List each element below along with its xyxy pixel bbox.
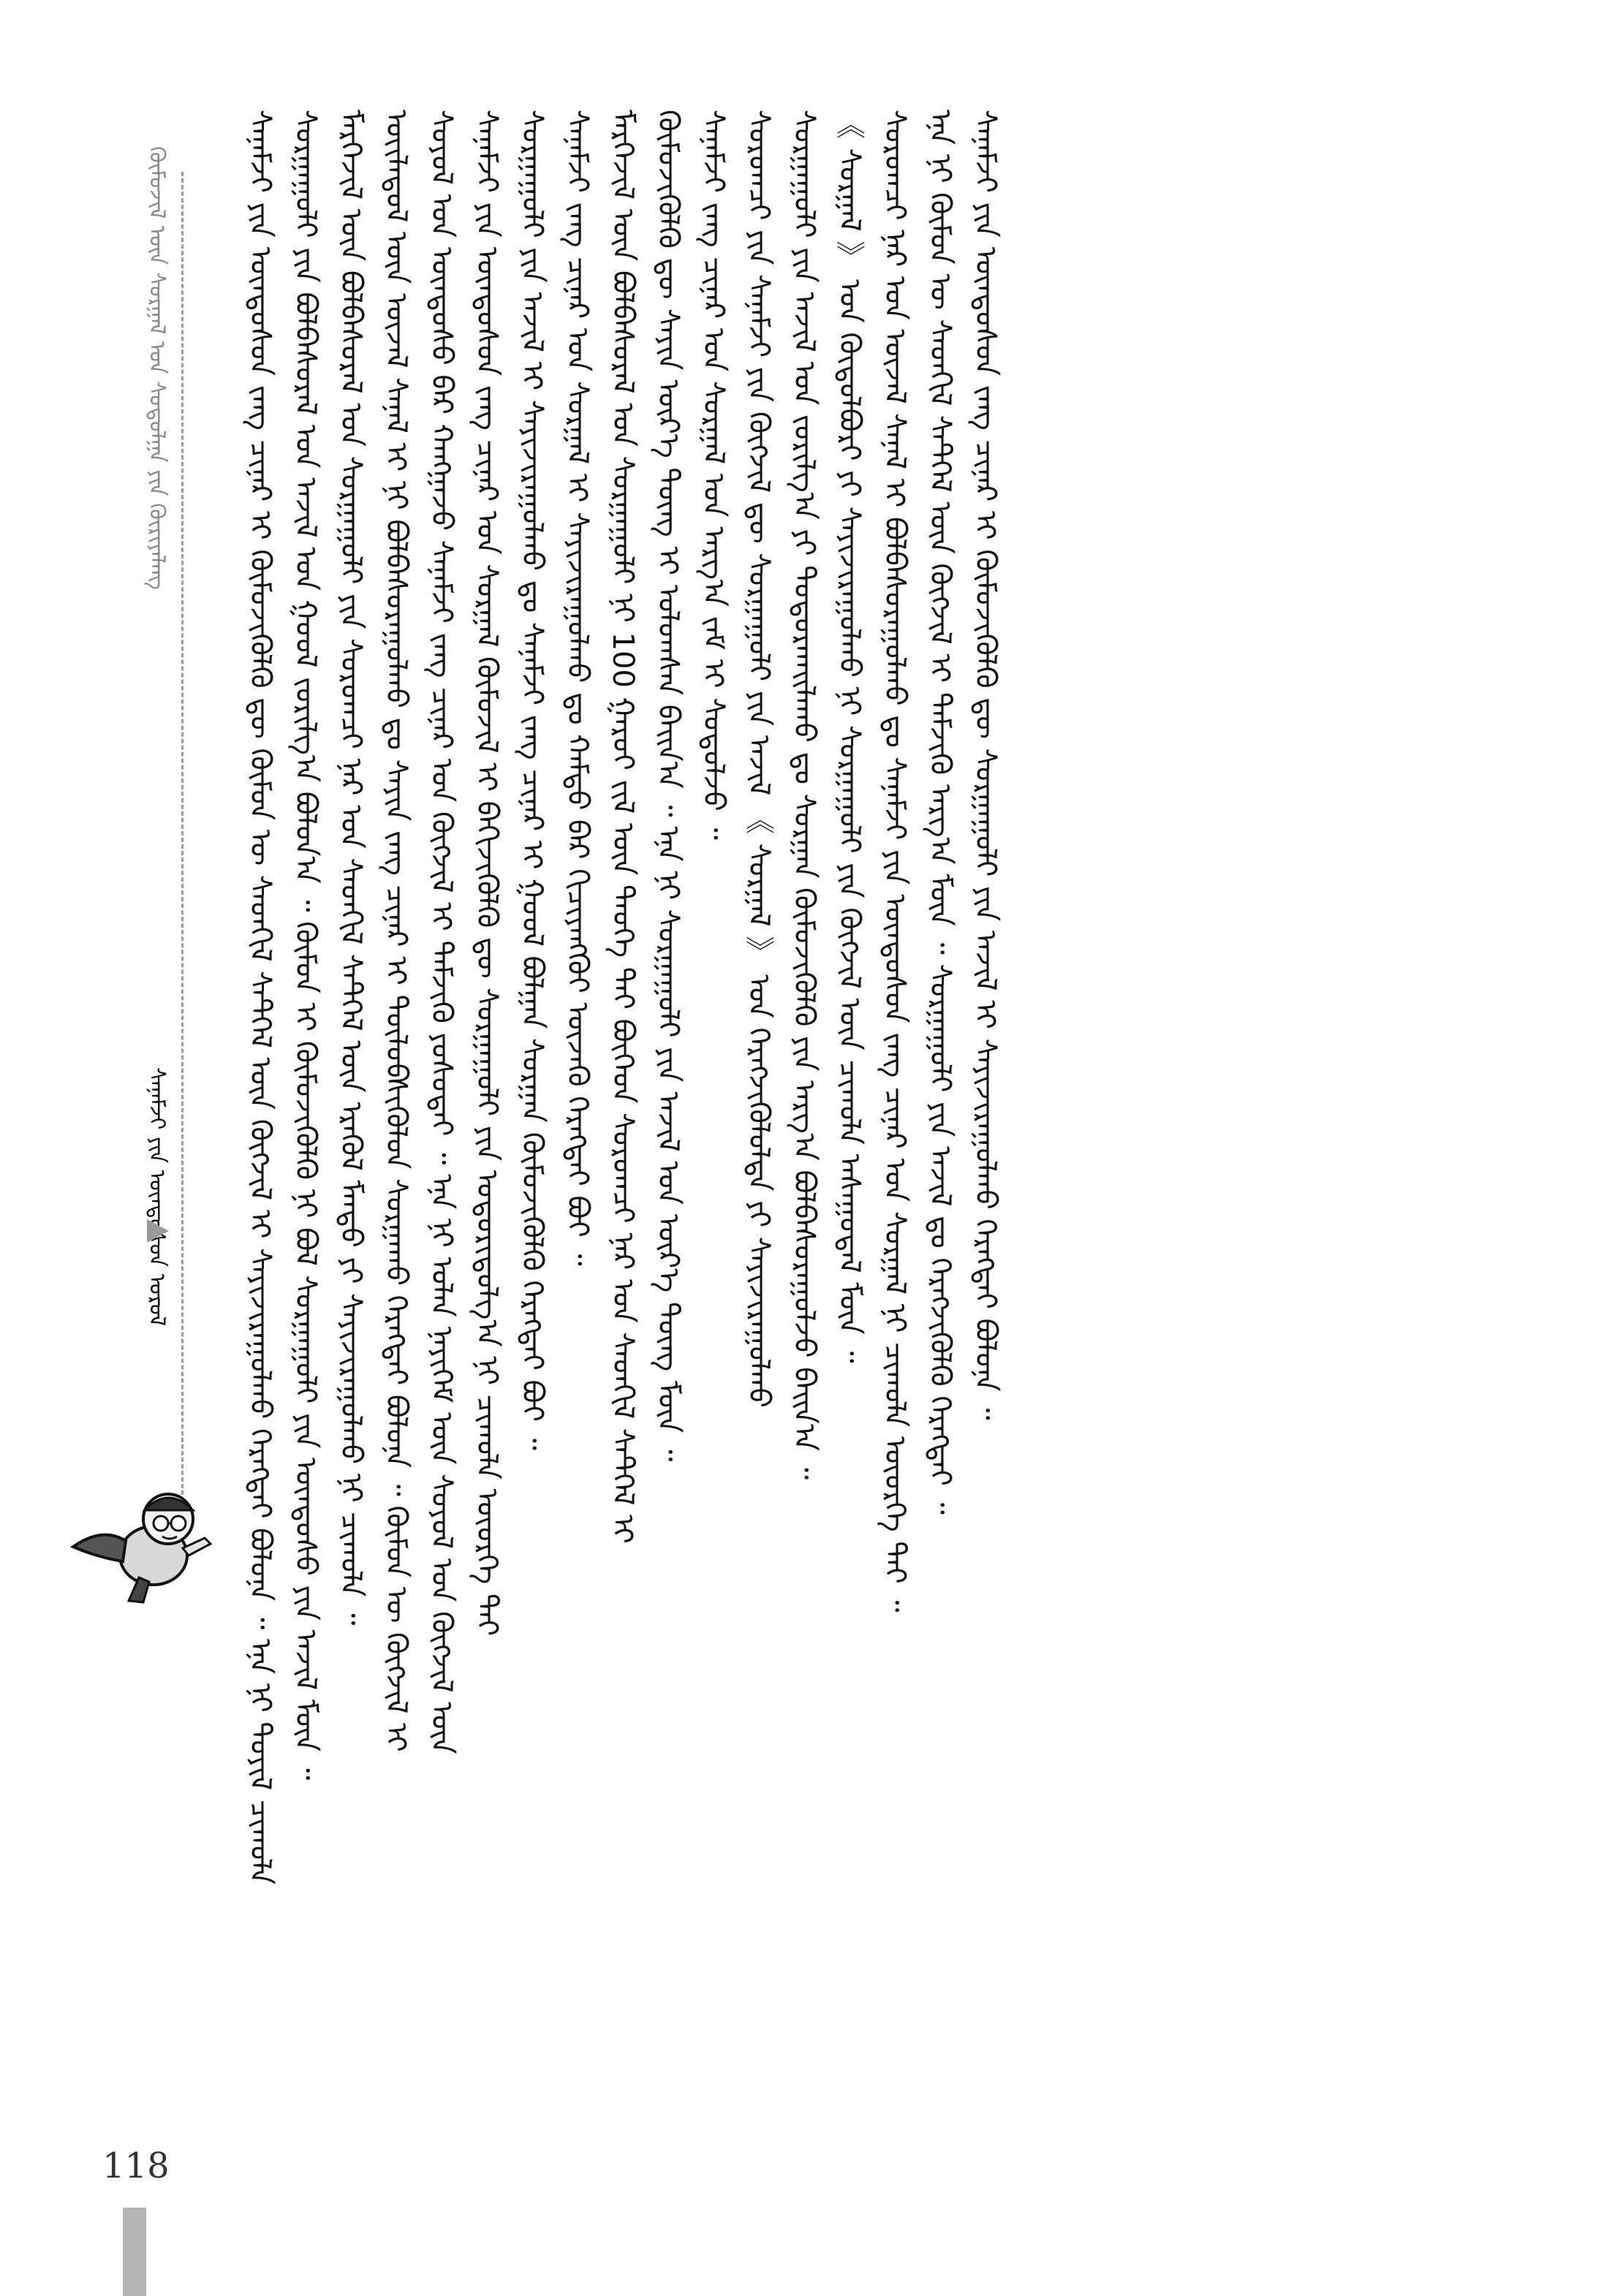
header-arrow-icon [147, 1219, 169, 1243]
header-divider [181, 172, 184, 1495]
text-column: ᠰᠠᠨᠠᠮᠵᠢ ᠶᠢᠨ ᠦᠨᠳᠦᠰᠦᠨ ᠵᠠᠩ ᠴᠢᠨᠠᠷ ᠤᠨ ᠰᠤᠷᠭᠠᠯ ᠬᠦᠮᠦᠵᠢᠯ ᠢ ᠪᠡᠬᠢᠵᠢᠭᠦᠯᠬᠦ ᠳᠦ ᠰᠤᠷᠭᠠᠭᠤᠯᠢ ᠶᠢᠨ ᠤᠳᠤᠷᠢᠳᠤᠯᠭ᠎ᠠ ᠨᠢ ᠴᠢᠬᠤᠯᠠ ᠦᠦᠷᠭᠡ ᠲᠠᠢ [470, 110, 504, 1637]
text-column: 《 ᠰᠤᠷᠭᠠᠯ 》 ᠤᠨ ᠬᠥᠲᠥᠯᠪᠦᠷᠢ ᠶᠢ ᠰᠠᠶᠢᠵᠢᠷᠠᠭᠤᠯᠬᠤ ᠨᠢ ᠰᠤᠷᠭᠠᠭᠤᠯᠢ ᠶᠢᠨ ᠬᠥᠭᠵᠢᠯ ᠦᠨ ᠴᠢᠬᠤᠯᠠ ᠠᠰᠠᠭᠤᠳᠠᠯ ᠮᠥᠨ ᠃ [833, 110, 866, 1363]
text-column: ᠰᠣᠷᠭᠠᠭᠤᠯᠢ ᠶᠢᠨ ᠪᠣᠯᠪᠠᠰᠤᠷᠠᠯ ᠤᠨ ᠠᠵᠢᠯ ᠤᠨ ᠭᠣᠣᠯ ᠵᠣᠷᠢᠯᠭ᠎ᠠ ᠪᠣᠯᠤᠨ᠎ᠠ ᠃ ᠬᠦᠮᠦᠨ ᠢ ᠬᠦᠮᠦᠵᠢᠭᠦᠯᠬᠦ ᠨᠢ ᠪᠣᠯ ᠰᠣᠷᠭᠠᠭᠤᠯᠢ ᠶᠢᠨ ᠦᠨᠳᠦᠰᠦ ᠶᠢᠨ ᠠᠵᠢᠯ ᠮᠥᠨ ᠃ [289, 110, 322, 1781]
text-column: ᠰᠠᠨᠠᠮᠵᠢ ᠵᠠᠩ ᠴᠢᠨᠠᠷ ᠤᠨ ᠰᠤᠷᠭᠠᠯ ᠤᠨ ᠠᠷᠭ᠎ᠠ ᠵᠠᠮ ᠢ ᠰᠤᠳᠤᠯᠵᠤ ᠃ [697, 110, 730, 840]
text-column: ᠬᠦᠮᠦᠵᠢᠭᠦᠯᠬᠦ ᠳᠦ ᠰᠠᠶᠢᠨ ᠦᠷ᠎ᠡ ᠳᠦᠩ ᠢ ᠣᠯᠤᠭᠰᠠᠨ ᠪᠠᠢᠨ᠎ᠠ ᠃ ᠡᠨᠡ ᠨᠢ ᠰᠤᠷᠭᠠᠭᠤᠯᠢ ᠶᠢᠨ ᠠᠵᠢᠯ ᠤᠨ ᠦᠷ᠎ᠡ ᠳᠦᠩ ᠮᠥᠨ ᠃ [651, 110, 685, 1462]
text-column: ᠰᠤᠷᠭᠠᠭᠤᠯᠢ ᠶᠢᠨ ᠠᠵᠢᠯ ᠢ ᠰᠠᠶᠢᠵᠢᠷᠠᠭᠤᠯᠬᠤ ᠳᠤ ᠰᠠᠨᠠᠮᠵᠢ ᠵᠠᠩ ᠴᠢᠨᠠᠷ ᠢ ᠭᠣᠣᠯ ᠪᠣᠯᠭᠠᠨ ᠰᠤᠷᠭᠠᠨ ᠬᠦᠮᠦᠵᠢᠭᠦᠯᠬᠦ ᠬᠡᠷᠡᠭᠲᠡᠢ ᠪᠤᠢ ᠃ [515, 110, 549, 1451]
running-subtitle: ᠬᠦᠮᠦᠵᠢᠯ ᠦᠨ ᠰᠤᠷᠭᠠᠯ ᠤᠨ ᠰᠤᠳᠤᠯᠭᠠ ᠶᠢᠨ ᠬᠦᠷᠢᠶᠡᠯᠡᠩ [144, 146, 170, 590]
text-column: ᠮᠡᠷᠭᠡᠵᠢᠯ ᠦᠨ ᠪᠣᠯᠪᠠᠰᠤᠷᠠᠯ ᠤᠨ ᠰᠤᠷᠭᠠᠭᠤᠯᠢ ᠶᠢᠨ ᠰᠤᠷᠤᠭᠴᠢ ᠨᠠᠷ ᠤᠨ ᠰᠡᠳᠬᠢᠯ ᠰᠡᠲᠭᠡᠯ ᠦᠨ ᠡᠷᠡᠭᠦᠯ ᠮᠡᠨᠳᠦ ᠶᠢ ᠰᠠᠶᠢᠵᠢᠷᠠᠭᠤᠯᠬᠤ ᠨᠢ ᠴᠢᠬᠤᠯᠠ ᠃ [334, 110, 368, 1626]
text-column: ᠰᠠᠨᠠᠮᠵᠢ ᠶᠢᠨ ᠦᠨᠳᠦᠰᠦᠨ ᠵᠠᠩ ᠴᠢᠨᠠᠷ ᠢ ᠬᠦᠮᠦᠵᠢᠭᠦᠯᠬᠦ ᠳᠦ ᠬᠦᠮᠦᠨ ᠦ ᠰᠡᠳᠬᠢᠯ ᠰᠡᠲᠭᠡᠯ ᠦᠨ ᠬᠥᠭᠵᠢᠯ ᠢ ᠰᠠᠶᠢᠵᠢᠷᠠᠭᠤᠯᠬᠤ ᠬᠡᠷᠡᠭᠲᠡᠢ ᠪᠣᠯᠣᠨᠠ ᠃ ᠡᠨᠡ ᠨᠢ ᠲᠤᠶᠢᠯ ᠴᠢᠬᠤᠯᠠ [243, 110, 277, 1885]
text-column: ᠰᠤᠷᠤᠭᠴᠢ ᠶᠢᠨ ᠰᠠᠨᠠᠮᠵᠢ ᠶᠢᠨ ᠬᠥᠭᠵᠢᠯ ᠳᠦ ᠰᠤᠷᠭᠠᠭᠤᠯᠢ ᠶᠢᠨ ᠠᠵᠢᠯ 《 ᠰᠤᠷᠭᠠᠯ 》 ᠤᠨ ᠬᠡᠷᠡᠭᠵᠢᠭᠦᠯᠦᠯᠲᠡ ᠶᠢ ᠰᠠᠶᠢᠵᠢᠷᠠᠭᠤᠯᠬᠤ [742, 110, 776, 1408]
text-column: ᠦᠢᠯᠡᠳᠦᠯ ᠦᠨ ᠦᠵᠡᠯ ᠰᠠᠨᠠᠯ ᠢ ᠨᠢ ᠪᠣᠯᠪᠠᠰᠤᠷᠠᠭᠤᠯᠬᠤ ᠳᠤ ᠰᠠᠶᠢᠨ ᠵᠠᠩ ᠴᠢᠨᠠᠷ ᠢ ᠲᠥᠯᠦᠪᠰᠢᠭᠦᠯᠦᠨ ᠰᠤᠷᠭᠠᠬᠤ ᠬᠡᠷᠡᠭᠲᠡᠢ ᠪᠣᠯᠣᠨᠠ ᠃ ᠬᠦᠮᠦᠨ ᠦ ᠬᠥᠭᠵᠢᠯ ᠢ [379, 110, 413, 1752]
mascot-illustration [58, 1468, 227, 1607]
text-column: ᠡᠨᠡ ᠨᠢ ᠬᠦᠮᠦᠨ ᠦ ᠰᠡᠳᠬᠢᠯ ᠰᠡᠲᠭᠡᠯ ᠦᠨ ᠬᠥᠭᠵᠢᠯ ᠢ ᠳᠡᠮᠵᠢᠬᠦ ᠠᠷᠭ᠎ᠠ ᠮᠥᠨ ᠃ ᠰᠤᠷᠭᠠᠭᠤᠯᠢ ᠶᠢᠨ ᠠᠵᠢᠯ ᠳᠤ ᠬᠡᠷᠡᠭᠵᠢᠭᠦᠯᠬᠦ ᠬᠡᠷᠡᠭᠲᠡᠢ ᠃ [923, 110, 957, 1515]
text-column: ᠰᠠᠨᠠᠮᠵᠢ ᠵᠠᠩ ᠴᠢᠨᠠᠷ ᠤᠨ ᠰᠤᠷᠭᠠᠯ ᠢ ᠰᠠᠶᠢᠵᠢᠷᠠᠭᠤᠯᠬᠤ ᠳᠤ ᠬᠠᠮᠲᠤ ᠪᠡᠷ ᠬᠢᠴᠢᠶᠡᠩᠭᠦᠢ ᠦᠵᠡᠬᠦ ᠬᠡᠷᠡᠭᠲᠡᠢ ᠪᠤᠢ ᠃ [561, 110, 594, 1266]
page-number: 118 [102, 2145, 170, 2186]
text-column: ᠰᠤᠷᠤᠭᠴᠢ ᠨᠠᠷ ᠤᠨ ᠦᠵᠡᠯ ᠰᠠᠨᠠᠯ ᠢ ᠪᠣᠯᠪᠠᠰᠤᠷᠠᠭᠤᠯᠬᠤ ᠳᠤ ᠰᠠᠨᠠᠮᠵᠢ ᠶᠢᠨ ᠦᠨᠳᠦᠰᠦᠨ ᠵᠠᠩ ᠴᠢᠨᠠᠷ ᠤᠨ ᠰᠤᠷᠭᠠᠯ ᠨᠢ ᠴᠢᠬᠤᠯᠠ ᠦᠦᠷᠭᠡ ᠲᠠᠢ ᠃ [878, 110, 912, 1613]
text-column: ᠰᠠᠨᠠᠮᠵᠢ ᠶᠢᠨ ᠦᠨᠳᠦᠰᠦᠨ ᠵᠠᠩ ᠴᠢᠨᠠᠷ ᠢ ᠬᠦᠮᠦᠵᠢᠭᠦᠯᠬᠦ ᠳᠦ ᠰᠤᠷᠭᠠᠭᠤᠯᠢ ᠶᠢᠨ ᠠᠵᠢᠯ ᠢ ᠰᠠᠶᠢᠵᠢᠷᠠᠭᠤᠯᠬᠤ ᠬᠡᠷᠡᠭᠲᠡᠢ ᠪᠣᠯᠣᠨᠠ ᠃ [969, 110, 1002, 1420]
running-header: ᠰᠠᠨᠠᠮᠵᠢ ᠶᠢᠨ ᠦᠨᠳᠦᠰᠦᠨ ᠤᠷᠤᠯ [144, 1067, 170, 1327]
text-column: ᠰᠣᠷᠭᠠᠭᠤᠯᠢ ᠶᠢᠨ ᠠᠵᠢᠯ ᠤᠨ ᠵᠣᠷᠢᠯᠭ᠎ᠠ ᠶᠢ ᠲᠣᠳᠣᠷᠬᠠᠢᠯᠠᠬᠤ ᠳᠤ ᠰᠤᠷᠭᠠᠨ ᠬᠦᠮᠦᠵᠢᠭᠦᠯᠬᠦ ᠶᠢᠨ ᠠᠷᠭ᠎ᠠ ᠪᠣᠯᠪᠠᠰᠤᠷᠠᠭᠤᠯᠵᠤ ᠪᠠᠢᠨ᠎ᠠ ᠃ [787, 110, 821, 1480]
text-column: ᠮᠡᠷᠭᠡᠵᠢᠯ ᠦᠨ ᠪᠣᠯᠪᠠᠰᠤᠷᠠᠯ ᠤᠨ ᠰᠤᠷᠭᠠᠭᠤᠯᠢ ᠨᠢ 100 ᠭᠠᠷᠤᠢ ᠵᠢᠯ ᠦᠨ ᠲᠡᠦᠬᠡ ᠲᠠᠢ ᠪᠥᠭᠡᠳ ᠰᠤᠷᠤᠭᠴᠢ ᠨᠠᠷ ᠤᠨ ᠰᠡᠳᠬᠢᠯ ᠰᠡᠲᠭᠡᠯ ᠢ [606, 110, 640, 1544]
page-edge-tab [123, 2208, 146, 2296]
text-column: ᠰᠣᠶᠣᠯ ᠤᠨ ᠦᠨᠳᠦᠰᠦ ᠪᠡᠷ ᠬᠠᠩᠭᠠᠵᠤ ᠰᠠᠨᠠᠮᠵᠢ ᠵᠠᠩ ᠴᠢᠨᠠᠷ ᠤᠨ ᠬᠥᠭᠵᠢᠯ ᠢ ᠳᠡᠮᠵᠢᠬᠦ ᠶᠣᠰᠣᠲᠠᠢ ᠃ ᠡᠨᠡ ᠨᠢ ᠣᠯᠠᠨ ᠨᠡᠶᠢᠭᠡᠮ ᠦᠨ ᠰᠣᠶᠣᠯ ᠤᠨ ᠬᠥᠭᠵᠢᠯ ᠦᠨ [425, 110, 458, 1754]
